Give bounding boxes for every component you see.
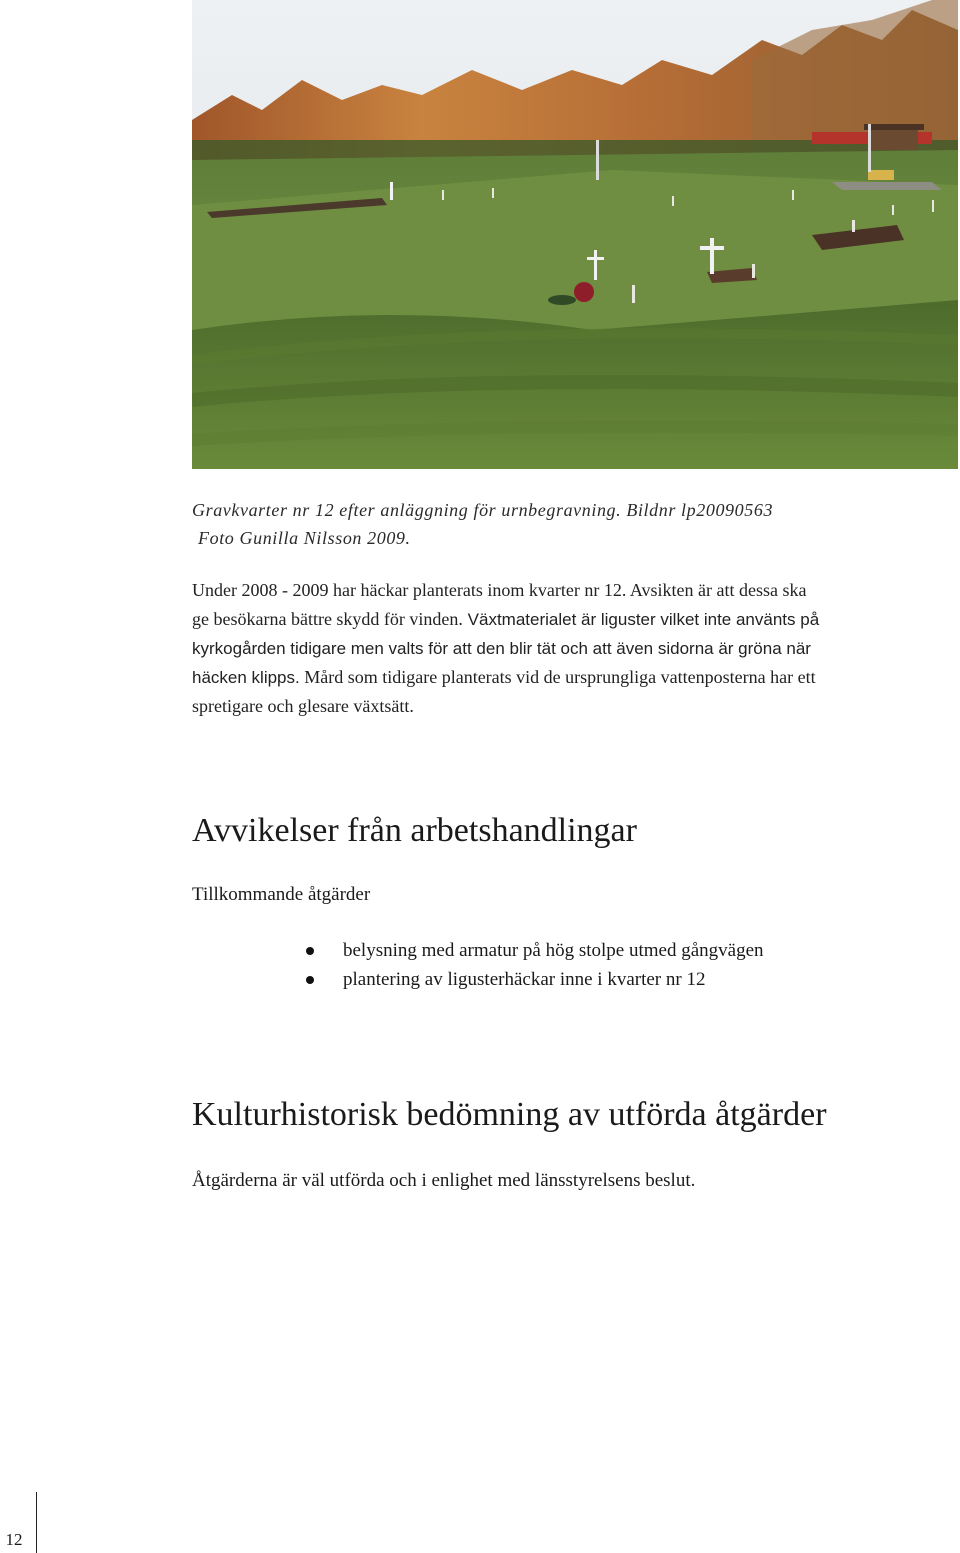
cemetery-photo <box>192 0 958 469</box>
paragraph-fragment: Mård som tidigare planterats vid de ursprungliga vattenposterna har ett <box>299 667 816 687</box>
paragraph-fragment: ge besökarna bättre skydd för vinden. <box>192 609 463 629</box>
paragraph-line: spretigare och glesare växtsätt. <box>192 696 414 716</box>
list-item-text: belysning med armatur på hög stolpe utmed gångvägen <box>343 940 764 961</box>
list-item <box>192 936 764 965</box>
paragraph-line <box>192 663 952 692</box>
subheading-additional-measures: Tillkommande åtgärder <box>192 884 371 905</box>
paragraph-line: kyrkogården tidigare men valts för att den blir tät och att även sidorna är gröna när <box>192 639 811 658</box>
measures-list <box>192 936 764 994</box>
photo-caption <box>192 496 912 552</box>
paragraph-line <box>192 605 952 634</box>
list-item-text: plantering av ligusterhäckar inne i kvarter nr 12 <box>343 969 706 990</box>
bullet-icon <box>306 947 314 955</box>
caption-line: Gravkvarter nr 12 efter anläggning för urnbegravning. Bildnr lp20090563 <box>192 500 774 520</box>
paragraph-fragment: Växtmaterialet är liguster vilket inte använts på <box>462 610 820 629</box>
page-number: 12 <box>5 1530 23 1549</box>
section-heading-deviations: Avvikelser från arbetshandlingar <box>192 812 637 849</box>
paragraph-fragment: häcken klipps. <box>192 668 300 687</box>
page-number-divider <box>36 1492 37 1553</box>
photo-credit: Foto Gunilla Nilsson 2009. <box>198 528 411 548</box>
body-paragraph <box>192 576 952 721</box>
assessment-text: Åtgärderna är väl utförda och i enlighet med länsstyrelsens beslut. <box>192 1170 696 1191</box>
list-item <box>192 965 764 994</box>
section-heading-assessment: Kulturhistorisk bedömning av utförda åtgärder <box>192 1096 827 1133</box>
bullet-icon <box>306 976 314 984</box>
paragraph-line: Under 2008 - 2009 har häckar planterats inom kvarter nr 12. Avsikten är att dessa ska <box>192 580 807 600</box>
